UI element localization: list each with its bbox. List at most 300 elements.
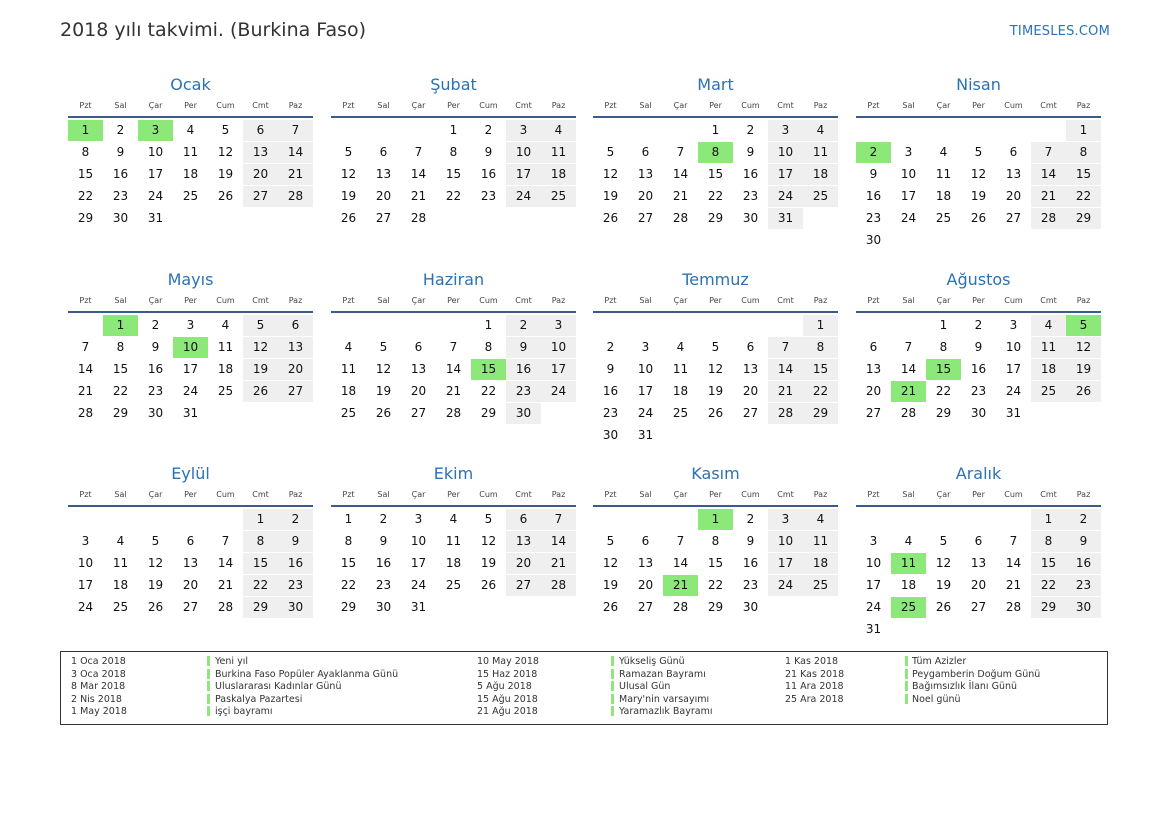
weekday-header: Cum — [741, 296, 760, 305]
day-cell: 30 — [147, 406, 164, 420]
day-cell: 5 — [484, 512, 493, 526]
week-row — [856, 186, 1101, 208]
weekday-header: Per — [184, 101, 197, 110]
day-cell: 19 — [480, 556, 497, 570]
day-cell: 9 — [116, 145, 125, 159]
weekday-header: Cmt — [1040, 101, 1057, 110]
day-cell: 18 — [672, 384, 689, 398]
weekend-day-cell: 4 — [803, 120, 838, 141]
weekend-day-cell: 25 — [541, 186, 576, 207]
week-row — [856, 359, 1101, 381]
day-cell: 21 — [672, 189, 689, 203]
day-cell: 20 — [865, 384, 882, 398]
empty-day-cell — [926, 120, 961, 141]
day-cell: 12 — [602, 556, 619, 570]
legend-holiday-name: Yükseliş Günü — [619, 656, 685, 667]
month-name: Haziran — [422, 270, 485, 289]
holiday-day-cell: 10 — [173, 337, 208, 358]
week-row — [593, 531, 838, 553]
day-cell: 6 — [414, 340, 423, 354]
weekday-header: Paz — [1076, 101, 1091, 110]
week-row — [856, 120, 1101, 142]
day-cell: 17 — [637, 384, 654, 398]
empty-day-cell — [436, 597, 471, 618]
empty-day-cell — [471, 208, 506, 229]
day-cell: 30 — [865, 233, 882, 247]
empty-day-cell — [103, 509, 138, 530]
month-name: Ocak — [170, 75, 211, 94]
legend-holiday-name: Tüm Azizler — [912, 656, 967, 667]
empty-day-cell — [1066, 403, 1101, 424]
header-divider — [331, 505, 576, 507]
day-cell: 20 — [742, 384, 759, 398]
empty-day-cell — [208, 509, 243, 530]
empty-day-cell — [138, 509, 173, 530]
weekday-header: Paz — [288, 101, 303, 110]
day-cell: 5 — [974, 145, 983, 159]
day-cell: 14 — [672, 556, 689, 570]
empty-day-cell — [663, 120, 698, 141]
day-cell: 19 — [602, 189, 619, 203]
day-cell: 30 — [112, 211, 129, 225]
weekday-header: Pzt — [604, 296, 617, 305]
week-row — [593, 553, 838, 575]
week-row — [593, 337, 838, 359]
weekday-header-row — [593, 488, 838, 502]
day-cell: 10 — [1005, 340, 1022, 354]
empty-day-cell — [278, 403, 313, 424]
day-cell: 15 — [445, 167, 462, 181]
week-row — [68, 142, 313, 164]
empty-day-cell — [366, 315, 401, 336]
weekend-day-cell: 30 — [278, 597, 313, 618]
day-cell: 30 — [742, 211, 759, 225]
empty-day-cell — [331, 315, 366, 336]
weekday-header-row — [856, 488, 1101, 502]
week-row — [68, 575, 313, 597]
weekday-header: Cum — [216, 296, 235, 305]
holiday-day-cell: 1 — [68, 120, 103, 141]
legend-date: 5 Ağu 2018 — [477, 681, 532, 692]
weekday-header: Cmt — [252, 490, 269, 499]
day-cell: 12 — [480, 534, 497, 548]
weekend-day-cell: 22 — [1031, 575, 1066, 596]
weekend-day-cell: 15 — [1066, 164, 1101, 185]
legend-date: 15 Ağu 2018 — [477, 693, 538, 705]
day-cell: 8 — [344, 534, 353, 548]
day-cell: 5 — [151, 534, 160, 548]
day-cell: 1 — [484, 318, 493, 332]
day-cell: 31 — [147, 211, 164, 225]
weekday-header: Cmt — [252, 101, 269, 110]
weekend-day-cell: 14 — [768, 359, 803, 380]
day-cell: 13 — [637, 167, 654, 181]
day-cell: 20 — [970, 578, 987, 592]
week-row — [68, 337, 313, 359]
weekend-day-cell: 17 — [768, 553, 803, 574]
day-cell: 8 — [939, 340, 948, 354]
week-row — [331, 597, 576, 619]
day-cell: 14 — [1005, 556, 1022, 570]
weekend-day-cell: 31 — [768, 208, 803, 229]
day-cell: 25 — [217, 384, 234, 398]
empty-day-cell — [1031, 403, 1066, 424]
week-row — [593, 425, 838, 447]
weekday-header: Çar — [936, 490, 951, 499]
weekday-header: Per — [972, 296, 985, 305]
empty-day-cell — [663, 509, 698, 530]
week-row — [331, 403, 576, 425]
empty-day-cell — [803, 597, 838, 618]
month-block — [331, 463, 576, 619]
weekday-header: Paz — [288, 296, 303, 305]
weekend-day-cell: 27 — [506, 575, 541, 596]
week-row — [68, 509, 313, 531]
week-row — [68, 597, 313, 619]
week-row — [331, 120, 576, 142]
weekday-header-row — [68, 488, 313, 502]
day-cell: 9 — [151, 340, 160, 354]
week-row — [856, 619, 1101, 641]
day-cell: 9 — [379, 534, 388, 548]
legend-date: 1 Kas 2018 — [785, 656, 839, 667]
legend-marker — [207, 694, 210, 704]
day-cell: 23 — [865, 211, 882, 225]
day-cell: 7 — [221, 534, 230, 548]
header-divider — [856, 505, 1101, 507]
week-row — [593, 120, 838, 142]
empty-day-cell — [996, 619, 1031, 640]
empty-day-cell — [331, 120, 366, 141]
empty-day-cell — [436, 315, 471, 336]
month-name: Eylül — [171, 464, 210, 483]
day-cell: 8 — [116, 340, 125, 354]
weekend-day-cell: 21 — [768, 381, 803, 402]
day-cell: 19 — [147, 578, 164, 592]
weekend-day-cell: 14 — [278, 142, 313, 163]
day-cell: 3 — [186, 318, 195, 332]
day-cell: 28 — [445, 406, 462, 420]
weekend-day-cell: 27 — [278, 381, 313, 402]
weekday-header: Pzt — [604, 101, 617, 110]
weekday-header: Cmt — [1040, 490, 1057, 499]
week-row — [856, 553, 1101, 575]
legend-marker-column — [611, 656, 613, 718]
week-row — [593, 359, 838, 381]
weekend-day-cell: 19 — [243, 359, 278, 380]
weekday-header: Cum — [741, 101, 760, 110]
holiday-day-cell: 2 — [856, 142, 891, 163]
empty-day-cell — [768, 425, 803, 446]
empty-day-cell — [1031, 230, 1066, 251]
day-cell: 23 — [970, 384, 987, 398]
empty-day-cell — [961, 230, 996, 251]
weekend-day-cell: 18 — [803, 553, 838, 574]
day-cell: 3 — [904, 145, 913, 159]
week-row — [856, 230, 1101, 252]
legend-holiday-name: Burkina Faso Popüler Ayaklanma Günü — [215, 668, 399, 680]
weekday-header: Paz — [551, 490, 566, 499]
weekday-header: Per — [709, 490, 722, 499]
weekday-header: Pzt — [867, 490, 880, 499]
legend-date: 25 Ara 2018 — [785, 693, 844, 705]
empty-day-cell — [803, 425, 838, 446]
day-cell: 22 — [340, 578, 357, 592]
holiday-day-cell: 11 — [891, 553, 926, 574]
legend-marker — [207, 669, 210, 679]
empty-day-cell — [926, 509, 961, 530]
weekday-header: Sal — [639, 490, 652, 499]
empty-day-cell — [891, 120, 926, 141]
legend-holiday-name: Noel günü — [912, 693, 961, 705]
legend-date: 15 Haz 2018 — [477, 668, 538, 680]
legend-holiday-name: Paskalya Pazartesi — [215, 693, 303, 705]
weekend-day-cell: 6 — [243, 120, 278, 141]
day-cell: 4 — [186, 123, 195, 137]
day-cell: 7 — [1009, 534, 1018, 548]
weekday-header: Sal — [902, 490, 915, 499]
empty-day-cell — [891, 509, 926, 530]
day-cell: 13 — [637, 556, 654, 570]
day-cell: 15 — [707, 556, 724, 570]
day-cell: 5 — [606, 534, 615, 548]
weekend-day-cell: 3 — [541, 315, 576, 336]
day-cell: 2 — [151, 318, 160, 332]
week-row — [593, 142, 838, 164]
day-cell: 26 — [340, 211, 357, 225]
weekday-header: Çar — [411, 490, 426, 499]
day-cell: 4 — [676, 340, 685, 354]
weekend-day-cell: 14 — [1031, 164, 1066, 185]
day-cell: 19 — [602, 578, 619, 592]
day-cell: 27 — [182, 600, 199, 614]
weekend-day-cell: 7 — [1031, 142, 1066, 163]
week-row — [331, 509, 576, 531]
empty-day-cell — [698, 315, 733, 336]
day-cell: 17 — [77, 578, 94, 592]
day-cell: 5 — [606, 145, 615, 159]
weekday-header: Pzt — [342, 296, 355, 305]
weekend-day-cell: 21 — [1031, 186, 1066, 207]
weekend-day-cell: 15 — [243, 553, 278, 574]
empty-day-cell — [593, 315, 628, 336]
day-cell: 23 — [112, 189, 129, 203]
legend-dates-column — [71, 656, 127, 719]
legend-names-column — [619, 656, 713, 719]
day-cell: 2 — [746, 512, 755, 526]
empty-day-cell — [856, 315, 891, 336]
weekday-header: Çar — [148, 490, 163, 499]
empty-day-cell — [471, 597, 506, 618]
weekend-day-cell: 18 — [541, 164, 576, 185]
week-row — [856, 597, 1101, 619]
day-cell: 29 — [480, 406, 497, 420]
empty-day-cell — [208, 208, 243, 229]
weekend-day-cell: 2 — [1066, 509, 1101, 530]
week-row — [331, 208, 576, 230]
header-divider — [593, 311, 838, 313]
empty-day-cell — [278, 208, 313, 229]
empty-day-cell — [173, 509, 208, 530]
month-block — [68, 463, 313, 619]
day-cell: 26 — [147, 600, 164, 614]
day-cell: 10 — [865, 556, 882, 570]
day-cell: 25 — [182, 189, 199, 203]
day-cell: 24 — [637, 406, 654, 420]
legend-date: 2 Nis 2018 — [71, 693, 122, 705]
day-cell: 2 — [484, 123, 493, 137]
day-cell: 10 — [410, 534, 427, 548]
day-cell: 7 — [676, 534, 685, 548]
day-cell: 16 — [375, 556, 392, 570]
weekend-day-cell: 25 — [803, 186, 838, 207]
site-link[interactable]: TIMESLES.COM — [1009, 24, 1110, 39]
day-cell: 11 — [182, 145, 199, 159]
day-cell: 23 — [147, 384, 164, 398]
month-block — [331, 74, 576, 230]
day-cell: 24 — [182, 384, 199, 398]
weekend-day-cell: 8 — [1066, 142, 1101, 163]
week-row — [856, 142, 1101, 164]
weekday-header: Paz — [551, 101, 566, 110]
weekend-day-cell: 24 — [768, 186, 803, 207]
day-cell: 17 — [865, 578, 882, 592]
weekday-header: Çar — [673, 490, 688, 499]
weekday-header: Sal — [377, 490, 390, 499]
day-cell: 28 — [900, 406, 917, 420]
weekday-header: Sal — [377, 296, 390, 305]
week-row — [593, 186, 838, 208]
empty-day-cell — [891, 619, 926, 640]
weekend-day-cell: 8 — [803, 337, 838, 358]
empty-day-cell — [961, 509, 996, 530]
day-cell: 29 — [77, 211, 94, 225]
month-name: Kasım — [691, 464, 740, 483]
weekday-header: Cum — [1004, 101, 1023, 110]
empty-day-cell — [208, 403, 243, 424]
empty-day-cell — [961, 120, 996, 141]
week-row — [68, 120, 313, 142]
weekday-header-row — [593, 294, 838, 308]
day-cell: 23 — [742, 189, 759, 203]
legend-date: 21 Ağu 2018 — [477, 706, 538, 717]
day-cell: 7 — [81, 340, 90, 354]
day-cell: 31 — [1005, 406, 1022, 420]
day-cell: 8 — [711, 534, 720, 548]
legend-marker — [611, 706, 614, 716]
weekday-header-row — [856, 99, 1101, 113]
day-cell: 12 — [602, 167, 619, 181]
day-cell: 16 — [147, 362, 164, 376]
day-cell: 10 — [147, 145, 164, 159]
day-cell: 13 — [865, 362, 882, 376]
legend-holiday-name: Uluslararası Kadınlar Günü — [215, 681, 342, 692]
day-cell: 22 — [445, 189, 462, 203]
weekend-day-cell: 13 — [278, 337, 313, 358]
holiday-day-cell: 1 — [103, 315, 138, 336]
day-cell: 31 — [865, 622, 882, 636]
empty-day-cell — [733, 315, 768, 336]
day-cell: 28 — [77, 406, 94, 420]
weekend-day-cell: 1 — [1031, 509, 1066, 530]
week-row — [593, 509, 838, 531]
day-cell: 20 — [182, 578, 199, 592]
legend-dates-column — [477, 656, 539, 719]
weekday-header: Cmt — [777, 490, 794, 499]
day-cell: 15 — [112, 362, 129, 376]
month-block — [593, 463, 838, 619]
empty-day-cell — [243, 403, 278, 424]
weekend-day-cell: 1 — [803, 315, 838, 336]
weekend-day-cell: 9 — [1066, 531, 1101, 552]
legend-names-column — [912, 656, 1040, 706]
month-name: Aralık — [955, 464, 1002, 483]
day-cell: 27 — [637, 600, 654, 614]
weekend-day-cell: 11 — [541, 142, 576, 163]
day-cell: 24 — [865, 600, 882, 614]
day-cell: 5 — [379, 340, 388, 354]
month-block — [593, 74, 838, 230]
empty-day-cell — [856, 509, 891, 530]
day-cell: 9 — [484, 145, 493, 159]
week-row — [593, 164, 838, 186]
weekday-header: Per — [972, 490, 985, 499]
day-cell: 24 — [900, 211, 917, 225]
header-divider — [68, 505, 313, 507]
weekday-header: Cmt — [777, 101, 794, 110]
weekday-header: Sal — [902, 101, 915, 110]
day-cell: 17 — [147, 167, 164, 181]
empty-day-cell — [803, 208, 838, 229]
weekend-day-cell: 3 — [768, 120, 803, 141]
legend-holiday-name: Ulusal Gün — [619, 681, 671, 692]
week-row — [68, 359, 313, 381]
empty-day-cell — [996, 509, 1031, 530]
day-cell: 14 — [672, 167, 689, 181]
month-name: Nisan — [956, 75, 1001, 94]
holiday-day-cell: 25 — [891, 597, 926, 618]
day-cell: 24 — [77, 600, 94, 614]
day-cell: 30 — [375, 600, 392, 614]
legend-date: 8 Mar 2018 — [71, 681, 126, 692]
day-cell: 23 — [602, 406, 619, 420]
day-cell: 28 — [672, 600, 689, 614]
weekend-day-cell: 9 — [506, 337, 541, 358]
week-row — [331, 315, 576, 337]
week-row — [856, 208, 1101, 230]
day-cell: 6 — [974, 534, 983, 548]
weekend-day-cell: 25 — [803, 575, 838, 596]
day-cell: 1 — [711, 123, 720, 137]
day-cell: 16 — [970, 362, 987, 376]
day-cell: 27 — [970, 600, 987, 614]
week-row — [856, 509, 1101, 531]
day-cell: 11 — [217, 340, 234, 354]
weekday-header: Cum — [479, 490, 498, 499]
weekend-day-cell: 25 — [1031, 381, 1066, 402]
day-cell: 18 — [445, 556, 462, 570]
weekend-day-cell: 17 — [768, 164, 803, 185]
weekend-day-cell: 9 — [278, 531, 313, 552]
day-cell: 8 — [81, 145, 90, 159]
weekday-header: Paz — [813, 490, 828, 499]
month-name: Ağustos — [946, 270, 1011, 289]
legend-date: 10 May 2018 — [477, 656, 539, 667]
legend-dates-column — [785, 656, 844, 706]
weekend-day-cell: 3 — [506, 120, 541, 141]
day-cell: 13 — [970, 556, 987, 570]
weekday-header: Çar — [936, 101, 951, 110]
